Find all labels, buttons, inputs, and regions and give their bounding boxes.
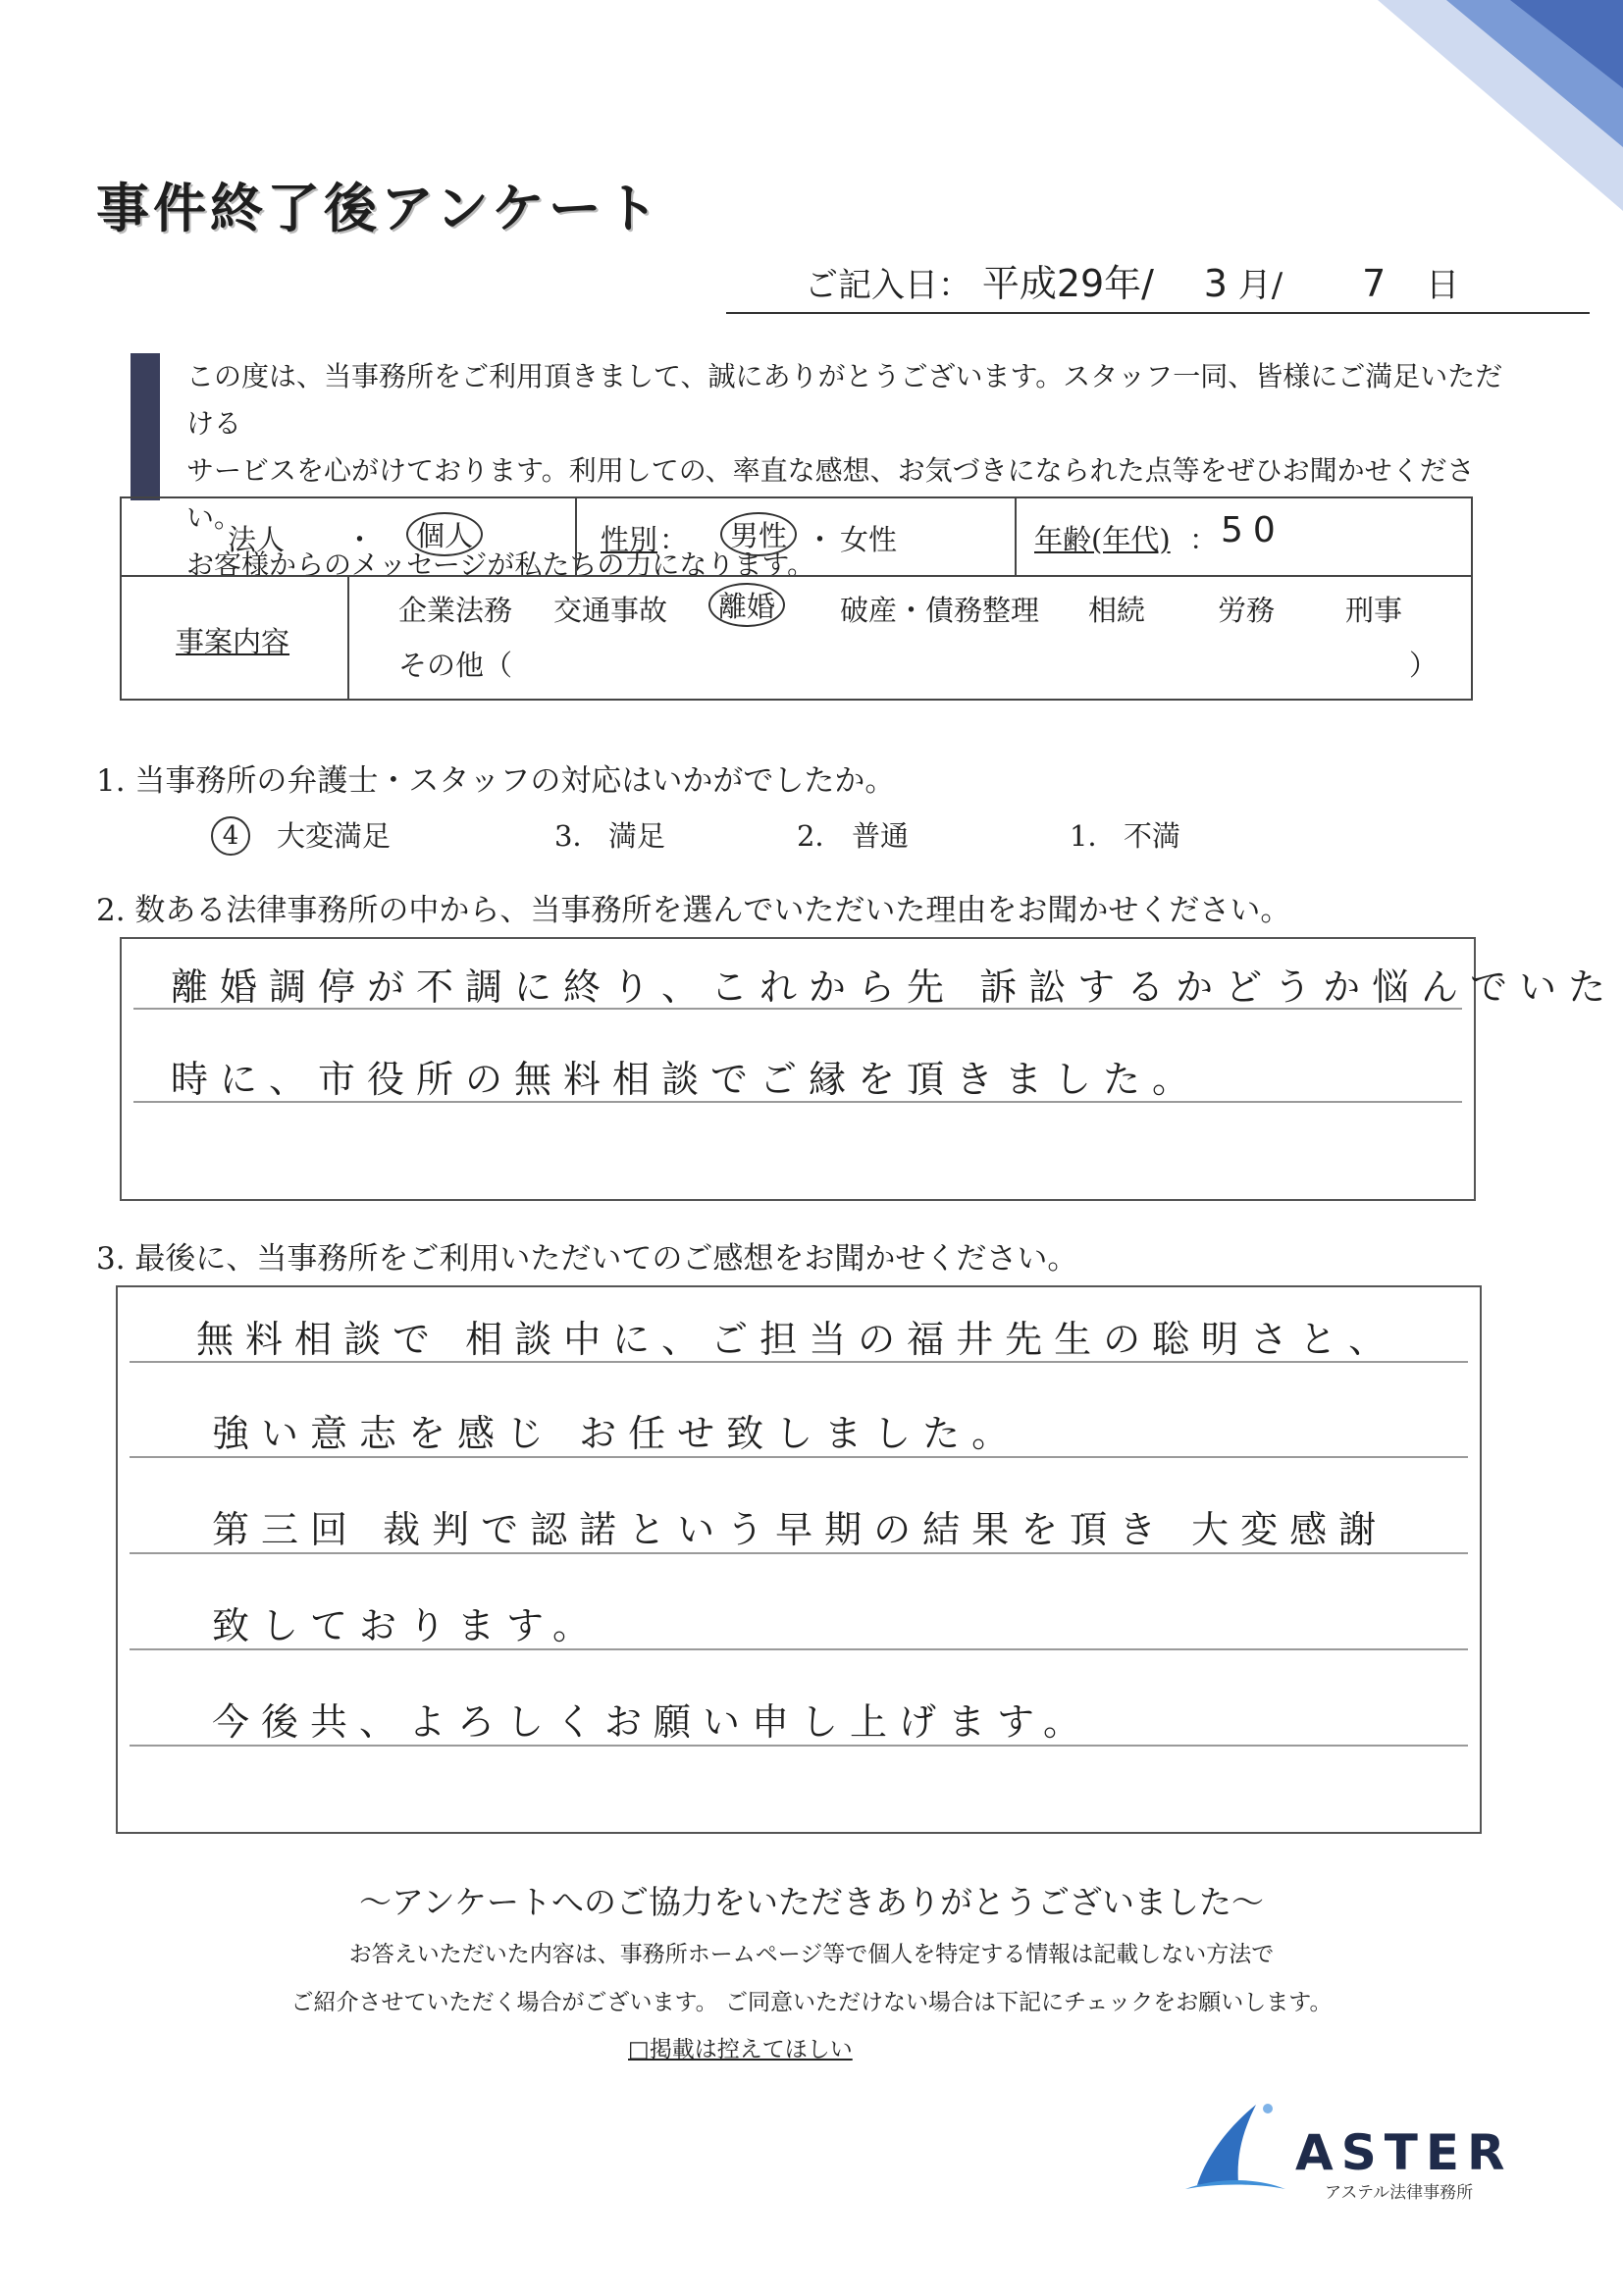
aster-logo-icon — [1178, 2095, 1290, 2198]
q1-option-3-num[interactable]: 3． — [554, 819, 602, 853]
case-other-close: ） — [1409, 649, 1439, 682]
gender-label: 性別 — [601, 523, 658, 556]
type-individual[interactable]: 個人 — [406, 512, 483, 556]
q1-option-3[interactable]: 満足 — [608, 819, 666, 853]
q1-options — [0, 814, 1623, 863]
q2-answer-line: 離婚調停が不調に終り、これから先 訴訟するかどうか悩んでいた — [171, 965, 1618, 1009]
corner-decoration — [1338, 0, 1623, 211]
date-underline — [726, 312, 1590, 314]
q3-answer-line: 無料相談で 相談中に、ご担当の福井先生の聡明さと、 — [196, 1318, 1398, 1361]
privacy-note: ご紹介させていただく場合がございます。 ご同意いただけない場合は下記にチェックをお願いします。 — [290, 1990, 1333, 2015]
type-corporate[interactable]: 法人 — [228, 523, 286, 556]
date-label: ご記入日： — [805, 266, 971, 305]
intro-line: この度は、当事務所をご利用頂きまして、誠にありがとうございます。スタッフ一同、皆様にご満足いただける — [186, 360, 1503, 440]
entry-date — [805, 253, 1459, 307]
age-value[interactable]: 50 — [1221, 510, 1285, 550]
type-separator: ・ — [345, 523, 375, 556]
q3-answer-line: 強い意志を感じ お任せ致しました。 — [212, 1412, 1021, 1455]
date-day[interactable]: 7 — [1362, 262, 1387, 305]
case-option[interactable]: 企業法務 — [398, 594, 513, 627]
table-divider — [122, 575, 1471, 577]
q3-answer-line: 致しております。 — [212, 1604, 602, 1647]
q1-option-2[interactable]: 普通 — [852, 819, 910, 853]
q1-option-4[interactable]: 大変満足 — [277, 819, 392, 853]
logo-subtitle: アステル法律事務所 — [1325, 2183, 1474, 2203]
gender-colon: ： — [659, 523, 689, 556]
table-divider — [347, 575, 349, 699]
gender-female[interactable]: 女性 — [840, 523, 898, 556]
gender-male[interactable]: 男性 — [720, 512, 797, 556]
info-table — [120, 496, 1473, 701]
q3-answer-line: 今後共、よろしくお願い申し上げます。 — [212, 1700, 1092, 1744]
case-option[interactable]: 相続 — [1088, 594, 1146, 627]
q2-answer-line: 時に、市役所の無料相談でご縁を頂きました。 — [171, 1058, 1202, 1101]
q2-answer-box[interactable] — [120, 937, 1618, 1201]
q1-question: 1. 当事務所の弁護士・スタッフの対応はいかがでしたか。 — [96, 763, 896, 799]
age-label: 年齢(年代) — [1034, 523, 1171, 556]
date-month[interactable]: 3 — [1203, 262, 1228, 305]
intro-line: お客様からのメッセージが私たちの力になります。 — [186, 548, 815, 581]
table-divider — [575, 498, 577, 575]
q1-option-2-num[interactable]: 2． — [797, 819, 844, 853]
q1-option-1[interactable]: 不満 — [1124, 819, 1181, 853]
q1-option-4-num[interactable]: 4 — [211, 816, 250, 856]
case-option[interactable]: 刑事 — [1345, 594, 1403, 627]
case-option-selected[interactable]: 離婚 — [708, 583, 785, 627]
case-other-open[interactable]: その他（ — [398, 649, 513, 682]
case-option[interactable]: 破産・債務整理 — [840, 594, 1040, 627]
q1-option-1-num[interactable]: 1． — [1070, 819, 1117, 853]
page-title: 事件終了後アンケート — [96, 177, 662, 239]
date-day-suffix: 日 — [1426, 266, 1460, 305]
q3-question: 3. 最後に、当事務所をご利用いただいてのご感想をお聞かせください。 — [96, 1241, 1078, 1277]
date-era-year[interactable]: 平成29年/ — [981, 262, 1154, 305]
case-option[interactable]: 交通事故 — [553, 594, 668, 627]
q3-answer-box[interactable] — [116, 1285, 1482, 1834]
age-colon: ： — [1189, 523, 1219, 556]
table-divider — [1015, 498, 1017, 575]
date-month-suffix: 月/ — [1237, 266, 1283, 305]
no-publish-checkbox[interactable]: □掲載は控えてほしい — [628, 2037, 853, 2062]
q3-answer-line: 第三回 裁判で認諾という早期の結果を頂き 大変感謝 — [212, 1508, 1388, 1551]
privacy-note: お答えいただいた内容は、事務所ホームページ等で個人を特定する情報は記載しない方法で — [348, 1942, 1275, 1967]
case-option[interactable]: 労務 — [1218, 594, 1276, 627]
case-label: 事案内容 — [176, 625, 290, 658]
gender-separator: ・ — [806, 523, 835, 556]
q2-question: 2. 数ある法律事務所の中から、当事務所を選んでいただいた理由をお聞かせください。 — [96, 893, 1291, 928]
logo-name: ASTER — [1295, 2124, 1513, 2181]
intro-line: サービスを心がけております。利用しての、率直な感想、お気づきになられた点等をぜひお聞かせください。 — [186, 454, 1475, 534]
intro-accent-bar — [131, 353, 160, 500]
thanks-message: 〜アンケートへのご協力をいただきありがとうございました〜 — [358, 1883, 1265, 1921]
